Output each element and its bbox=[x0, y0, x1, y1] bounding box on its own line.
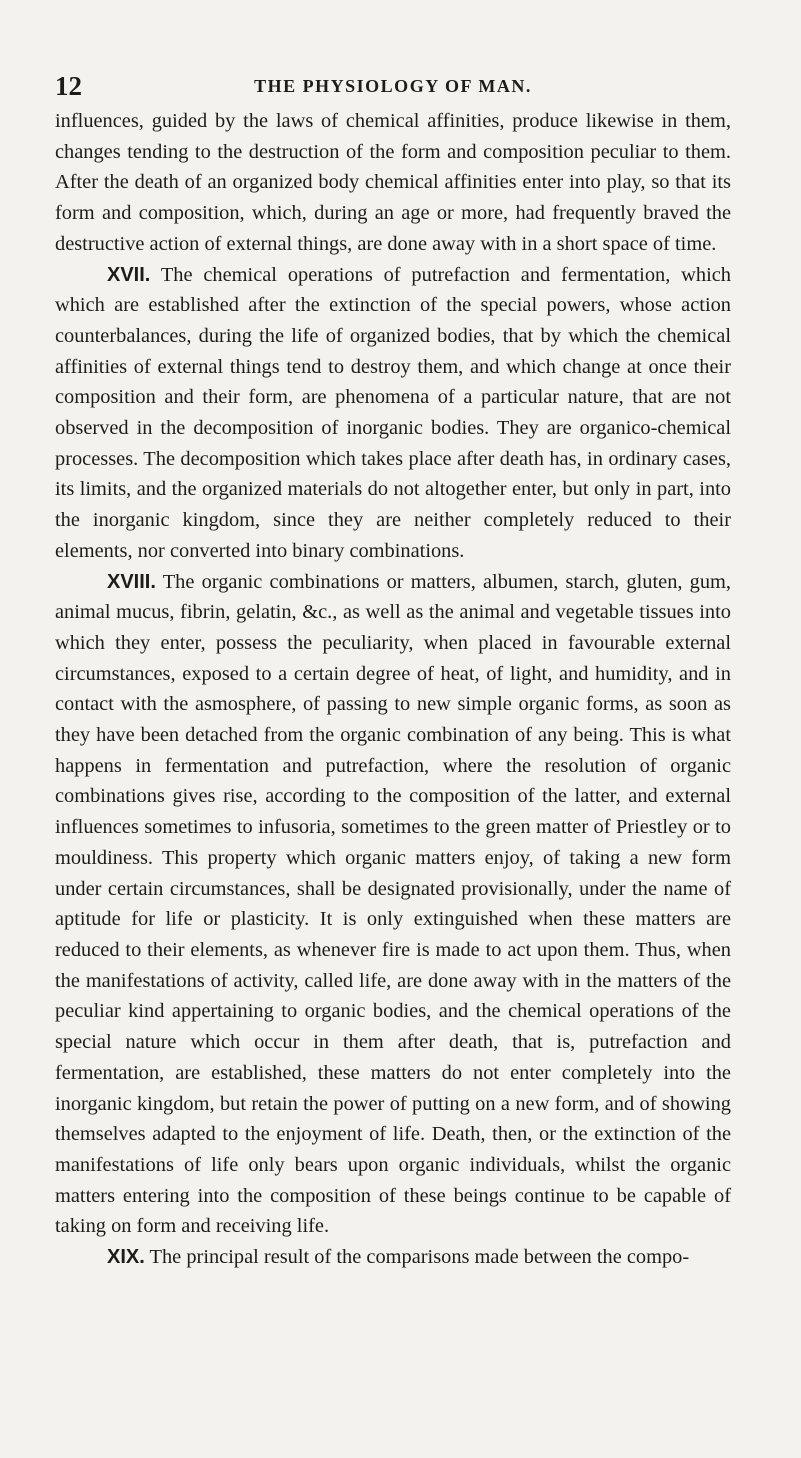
paragraph-continuation bbox=[55, 106, 731, 260]
paragraph-text: The chemical operations of putrefaction and fermentation, which which are established after the extinction of the special powers, whose action counterbalances, during the life of organized bodies, that by which the chemical affinities of external things tend to destroy them, and which change at once their composition and their form, are phenomena of a particular nature, that are not observed in the decomposition of inorganic bodies. They are organico-chemical processes. The decomposition which takes place after death has, in ordinary cases, its limits, and the organized materials do not altogether enter, but only in part, into the inorganic kingdom, since they are neither completely reduced to their elements, nor converted into binary combinations. bbox=[55, 263, 732, 562]
paragraph-text: influences, guided by the laws of chemical affinities, produce likewise in them, changes tending to the destruction of the form and composition peculiar to them. After the death of an organized body chemical affinities enter into play, so that its form and composition, which, during an age or more, had frequently braved the destructive action of external things, are done away with in a short space of time. bbox=[55, 110, 731, 255]
page bbox=[0, 72, 801, 1458]
page-number: 12 bbox=[55, 71, 82, 101]
paragraph-text: The principal result of the comparisons made between the compo- bbox=[149, 1246, 690, 1269]
body-text bbox=[55, 106, 731, 1273]
running-head: THE PHYSIOLOGY OF MAN. bbox=[254, 76, 532, 96]
paragraph-xvii bbox=[55, 260, 731, 567]
paragraph-text: The organic combinations or matters, albumen, starch, gluten, gum, animal mucus, fibrin, gelatin, &c., as well as the animal and vegetable tissues into which they enter, possess the peculiarity, when placed in favourable external circumstances, exposed to a certain degree of heat, of light, and humidity, and in contact with the asmosphere, of passing to new simple organic forms, as soon as they have been detached from the organic combination of any being. This is what happens in fermentation and putrefaction, where the resolution of organic combinations gives rise, according to the composition of the latter, and external influences sometimes to infusoria, sometimes to the green matter of Priestley or to mouldiness. This property which organic matters enjoy, of taking a new form under certain circumstances, shall be designated provisionally, under the name of aptitude for life or plasticity. It is only extinguished when these matters are reduced to their elements, as whenever fire is made to act upon them. Thus, when the manifestations of activity, called life, are done away with in the matters of the peculiar kind appertaining to organic bodies, and the chemical operations of the special nature which occur in them after death, that is, putrefaction and fermentation, are established, these matters do not enter completely into the inorganic kingdom, but retain the power of putting on a new form, and of showing themselves adapted to the enjoyment of life. Death, then, or the extinction of the manifestations of life only bears upon organic individuals, whilst the organic matters entering into the composition of these beings continue to be capable of taking on form and receiving life. bbox=[55, 570, 732, 1238]
section-number: XVIII. bbox=[107, 570, 156, 593]
section-number: XVII. bbox=[107, 263, 151, 286]
paragraph-xviii bbox=[55, 567, 731, 1242]
page-header bbox=[55, 72, 731, 100]
paragraph-xix bbox=[55, 1242, 731, 1273]
section-number: XIX. bbox=[107, 1246, 145, 1269]
